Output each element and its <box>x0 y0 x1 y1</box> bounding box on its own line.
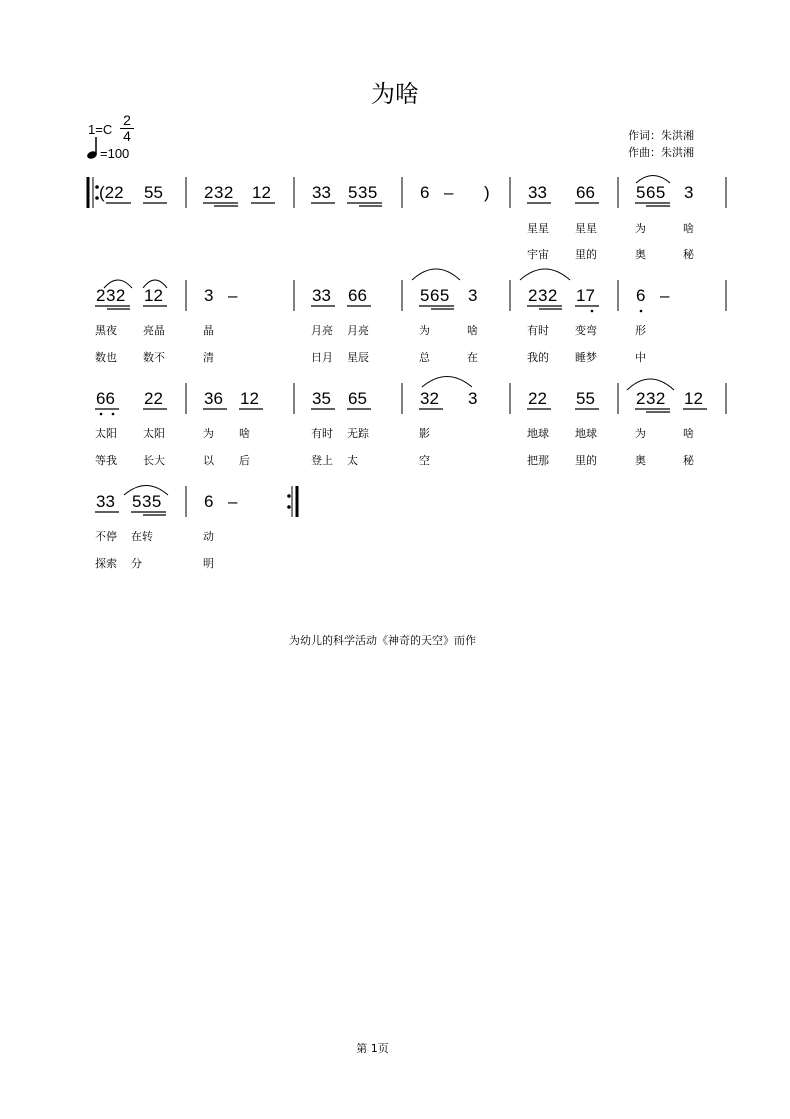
lyric: 为 <box>203 427 214 440</box>
lyric: 后 <box>239 454 250 467</box>
lyric: 太 <box>347 454 358 467</box>
note: 33 <box>528 183 547 202</box>
note: 6 <box>204 492 214 511</box>
lyric: 影 <box>419 427 430 440</box>
lyric: 啥 <box>683 222 694 235</box>
note: 535 <box>348 183 378 202</box>
lyric: 里的 <box>575 454 597 467</box>
time-signature-bottom: 4 <box>123 128 131 144</box>
note: 232 <box>204 183 234 202</box>
lyric: 地球 <box>575 427 597 440</box>
lyric: 晶 <box>203 324 214 337</box>
lyric: 形 <box>635 324 646 337</box>
lyric: 星星 <box>527 222 549 235</box>
lyric: 啥 <box>239 427 250 440</box>
song-title: 为啥 <box>371 80 419 108</box>
note: 3 <box>468 286 478 305</box>
note: 17 <box>576 286 595 305</box>
note: 12 <box>684 389 703 408</box>
lyric: 无踪 <box>347 427 369 440</box>
note: 232 <box>96 286 126 305</box>
lyric: 啥 <box>683 427 694 440</box>
lyric: 探索 <box>95 557 117 570</box>
note: 66 <box>96 389 115 408</box>
note: 6 <box>420 183 430 202</box>
lyric: 月亮 <box>311 324 333 337</box>
lyric: 长大 <box>143 454 165 467</box>
note: 3 <box>204 286 214 305</box>
lyric: 日月 <box>311 351 333 364</box>
lyric: 为 <box>635 222 646 235</box>
note: 55 <box>576 389 595 408</box>
note: 33 <box>312 183 331 202</box>
note: ) <box>484 183 490 202</box>
note: 3 <box>468 389 478 408</box>
footnote: 为幼儿的科学活动《神奇的天空》而作 <box>289 634 476 647</box>
note: 535 <box>132 492 162 511</box>
note: 565 <box>420 286 450 305</box>
lyric: 星辰 <box>347 351 369 364</box>
note: 22 <box>528 389 547 408</box>
lyric: 为 <box>635 427 646 440</box>
note: 232 <box>636 389 666 408</box>
note: 36 <box>204 389 223 408</box>
lyric: 太阳 <box>143 427 165 440</box>
note: – <box>444 183 454 202</box>
note: 6 <box>636 286 646 305</box>
note: 565 <box>636 183 666 202</box>
lyric: 在 <box>467 351 478 364</box>
composer-credit: 作曲：朱洪湘 <box>628 146 694 159</box>
note: 32 <box>420 389 439 408</box>
note: 12 <box>144 286 163 305</box>
page-number: 第 1页 <box>356 1042 389 1055</box>
note: 3 <box>684 183 694 202</box>
lyric: 秘 <box>683 248 694 261</box>
lyric: 啥 <box>467 324 478 337</box>
lyric: 总 <box>419 351 430 364</box>
lyric: 变弯 <box>575 324 597 337</box>
note: 66 <box>348 286 367 305</box>
note: 12 <box>252 183 271 202</box>
lyric: 秘 <box>683 454 694 467</box>
note: – <box>660 286 670 305</box>
note: – <box>228 286 238 305</box>
lyric: 数也 <box>95 351 117 364</box>
lyric: 奥 <box>635 248 646 261</box>
lyric: 星星 <box>575 222 597 235</box>
lyricist-credit: 作词：朱洪湘 <box>628 129 694 142</box>
lyric: 在转 <box>131 530 153 543</box>
note: – <box>228 492 238 511</box>
key-signature: 1=C <box>88 122 113 137</box>
note: 55 <box>144 183 163 202</box>
note: 22 <box>144 389 163 408</box>
note: 33 <box>96 492 115 511</box>
note: 65 <box>348 389 367 408</box>
lyric: 不停 <box>95 530 117 543</box>
lyric: 亮晶 <box>143 324 165 337</box>
lyric: 中 <box>635 351 646 364</box>
lyric: 把那 <box>527 454 549 467</box>
lyric: 里的 <box>575 248 597 261</box>
lyric: 为 <box>419 324 430 337</box>
lyric: 月亮 <box>347 324 369 337</box>
lyric: 登上 <box>311 454 333 467</box>
lyric: 睡梦 <box>575 351 597 364</box>
lyric: 有时 <box>311 427 333 440</box>
lyric: 宇宙 <box>527 248 549 261</box>
time-signature-top: 2 <box>123 112 131 128</box>
note: 66 <box>576 183 595 202</box>
lyric: 我的 <box>527 351 549 364</box>
lyric: 等我 <box>95 454 117 467</box>
lyric: 奥 <box>635 454 646 467</box>
lyric: 明 <box>203 557 214 570</box>
lyric: 动 <box>203 530 214 543</box>
lyric: 清 <box>203 351 214 364</box>
lyric: 分 <box>131 557 142 570</box>
lyric: 数不 <box>143 351 165 364</box>
note: (22 <box>99 183 124 202</box>
lyric: 地球 <box>527 427 549 440</box>
lyric: 以 <box>203 454 214 467</box>
note: 33 <box>312 286 331 305</box>
note: 35 <box>312 389 331 408</box>
lyric: 空 <box>419 454 430 467</box>
note: 232 <box>528 286 558 305</box>
lyric: 有时 <box>527 324 549 337</box>
lyric: 太阳 <box>95 427 117 440</box>
tempo-marking: =100 <box>100 146 130 161</box>
note: 12 <box>240 389 259 408</box>
lyric: 黑夜 <box>95 324 117 337</box>
